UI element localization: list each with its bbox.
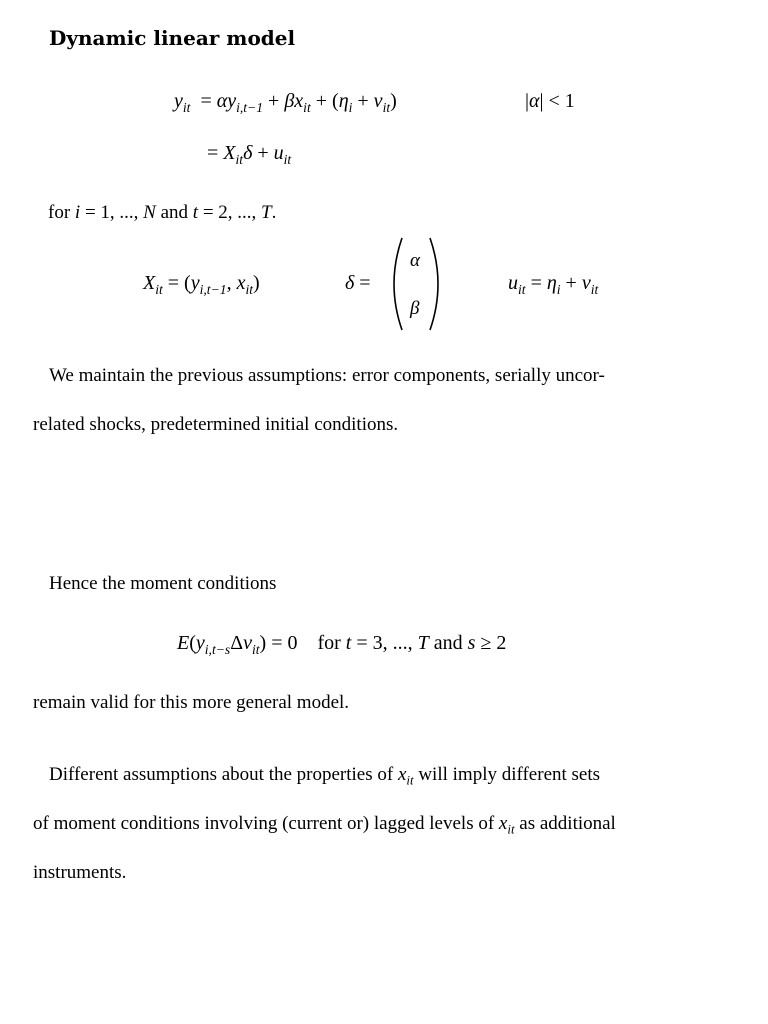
moment-condition: $E(y_{i,t-s}\Delta v_{it}) = 0$ for t = 3, ..., T and s ≥ 2 xyxy=(177,632,507,657)
paragraph-assumptions-x-line1: Different assumptions about the properties of $x_{it}$ will imply different sets xyxy=(49,764,601,788)
delta-vector-alpha: α xyxy=(410,250,420,271)
paragraph-assumptions-x-line3: instruments. xyxy=(33,862,127,883)
paragraph-assumptions-line1: We maintain the previous assumptions: error components, serially uncor- xyxy=(49,365,605,386)
paragraph-remain-valid: remain valid for this more general model. xyxy=(33,692,350,713)
X-definition: $X_{it} = (y_{i,t-1}$, $x_{it}$) xyxy=(143,272,260,297)
paragraph-assumptions-line2: related shocks, predetermined initial conditions. xyxy=(33,414,399,435)
paragraph-assumptions-x-line2: of moment conditions involving (current or) lagged levels of $x_{it}$ as additional xyxy=(33,813,616,837)
index-range-text: for i = 1, ..., N and t = 2, ..., T. xyxy=(48,202,277,223)
u-definition: $u_{it} = \eta_i + v_{it}$ xyxy=(508,272,599,297)
model-equation-line2: = $X_{it}\delta + u_{it}$ xyxy=(207,142,292,167)
delta-vector xyxy=(390,236,442,332)
delta-vector-beta: β xyxy=(410,298,420,319)
alpha-constraint: |α| < 1 xyxy=(525,90,575,112)
delta-definition: δ = xyxy=(345,272,371,294)
paragraph-moment-intro: Hence the moment conditions xyxy=(49,573,277,594)
model-equation-line1: $y_{it} = \alpha y_{i,t-1} + \beta x_{it} + (\eta_i + v_{it})$ xyxy=(174,90,397,115)
slide-title: Dynamic linear model xyxy=(49,26,296,50)
